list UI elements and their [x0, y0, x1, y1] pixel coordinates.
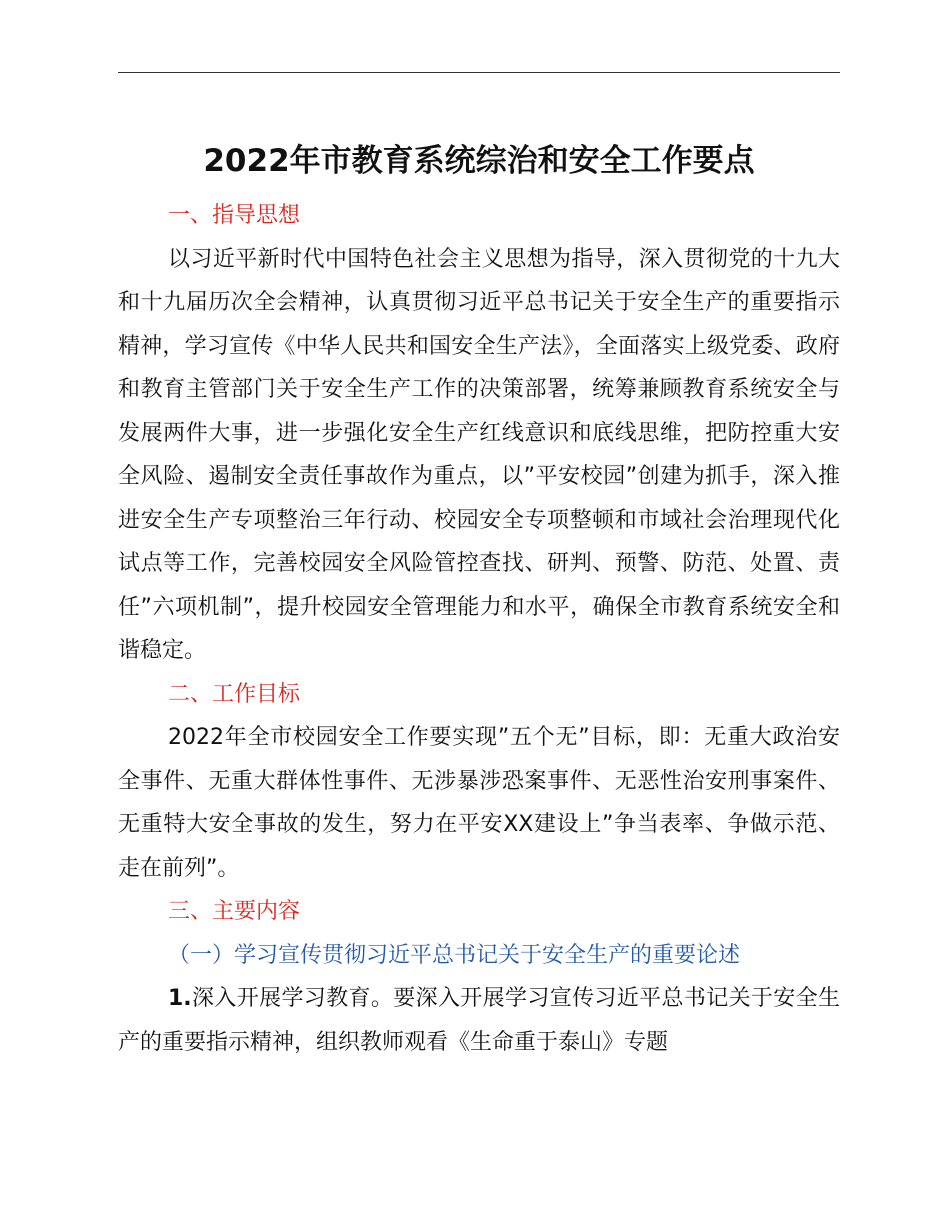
subsection-heading-study-publicize: （一）学习宣传贯彻习近平总书记关于安全生产的重要论述	[168, 942, 741, 968]
paragraph-guiding-ideology: 以习近平新时代中国特色社会主义思想为指导，深入贯彻党的十九大和十九届历次全会精神，认真贯彻习近平总书记关于安全生产的重要指示精神，学习宣传《中华人民共和国安全生产法》，全面落实上级党委、政府和教育主管部门关于安全生产工作的决策部署，统筹兼顾教育系统安全与发展两件大事，进一步强化安全生产红线意识和底线思维，把防控重大安全风险、遏制安全责任事故作为重点，以”平安校园”创建为抓手，深入推进安全生产专项整治三年行动、校园安全专项整顿和市域社会治理现代化试点等工作，完善校园安全风险管控查找、研判、预警、防范、处置、责任”六项机制”，提升校园安全管理能力和水平，确保全市教育系统安全和谐稳定。	[118, 246, 840, 663]
paragraph-item-1	[118, 977, 840, 1064]
section-heading-main-content: 三、主要内容	[168, 899, 301, 924]
item-number: 1.	[168, 986, 192, 1011]
document-title: 2022年市教育系统综治和安全工作要点	[203, 143, 755, 179]
header-rule	[118, 72, 840, 73]
document-body	[118, 128, 840, 1064]
section-heading-work-goals: 二、工作目标	[168, 681, 301, 707]
section-heading-guiding-ideology: 一、指导思想	[168, 203, 301, 228]
item-text: 深入开展学习教育。要深入开展学习宣传习近平总书记关于安全生产的重要指示精神，组织教师观看《生命重于泰山》专题	[118, 986, 840, 1055]
paragraph-work-goals: 2022年全市校园安全工作要实现”五个无”目标，即：无重大政治安全事件、无重大群体性事件、无涉暴涉恐案事件、无恶性治安刑事案件、无重特大安全事故的发生，努力在平安XX建设上”争当表率、争做示范、走在前列”。	[118, 725, 840, 881]
